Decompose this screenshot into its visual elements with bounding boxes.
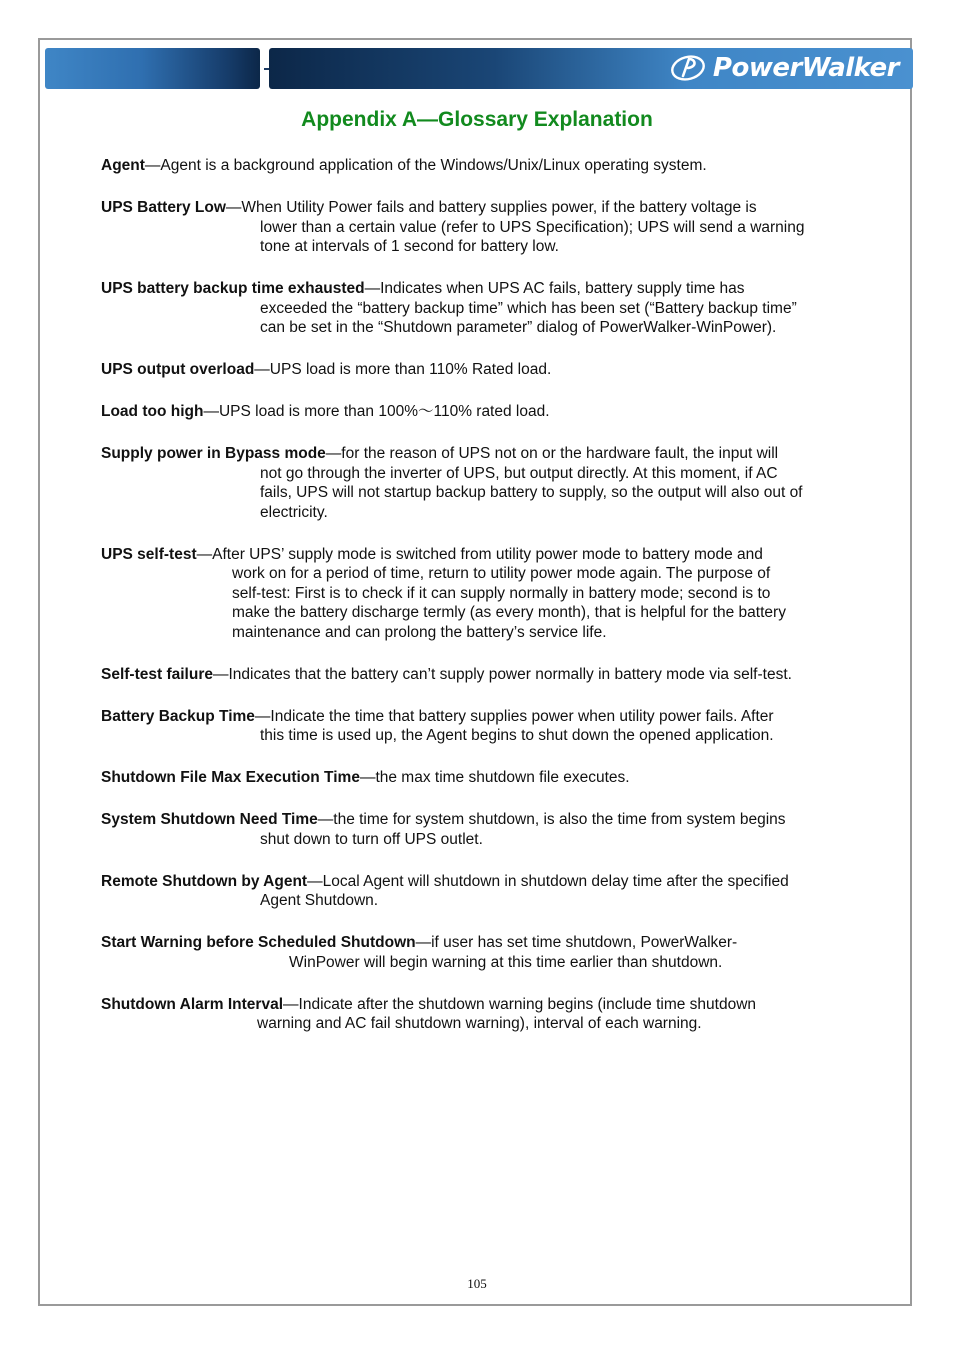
glossary-definition: —the max time shutdown file executes. xyxy=(359,769,630,786)
glossary-entry xyxy=(101,545,871,643)
glossary-definition: —if user has set time shutdown, PowerWalker- xyxy=(415,934,738,951)
glossary-definition: fails, UPS will not startup backup battery to supply, so the output will also out of xyxy=(260,484,803,501)
glossary-definition: —Local Agent will shutdown in shutdown delay time after the specified xyxy=(307,872,789,890)
glossary-definition: exceeded the “battery backup time” which has been set (“Battery backup time” xyxy=(260,299,797,317)
glossary-entry xyxy=(101,768,871,788)
header-banner xyxy=(45,48,913,89)
glossary-definition: tone at intervals of 1 second for battery low. xyxy=(260,238,559,255)
glossary-list xyxy=(101,156,871,1056)
glossary-entry xyxy=(101,933,871,972)
glossary-entry xyxy=(101,198,871,257)
glossary-term: Agent xyxy=(101,157,145,174)
glossary-term: Load too high xyxy=(101,403,204,420)
glossary-entry xyxy=(101,402,871,422)
page-title: Appendix A—Glossary Explanation xyxy=(301,108,653,131)
glossary-definition: make the battery discharge termly (as every month), that is helpful for the battery xyxy=(232,604,786,621)
glossary-definition: —UPS load is more than 100%～110% rated load. xyxy=(203,403,550,420)
glossary-entry xyxy=(101,810,871,849)
glossary-entry xyxy=(101,279,871,338)
powerwalker-logo-icon xyxy=(669,54,707,82)
glossary-definition: this time is used up, the Agent begins to shut down the opened application. xyxy=(260,727,774,744)
glossary-definition: —Indicates when UPS AC fails, battery supply time has xyxy=(364,280,745,297)
brand-name: PowerWalker xyxy=(712,53,899,83)
glossary-definition: —When Utility Power fails and battery supplies power, if the battery voltage is xyxy=(225,199,757,216)
glossary-term: System Shutdown Need Time xyxy=(101,811,318,828)
brand-logo xyxy=(669,53,899,83)
glossary-definition: —Agent is a background application of the Windows/Unix/Linux operating system. xyxy=(144,157,707,174)
header-right-bar xyxy=(269,48,913,89)
glossary-definition: self-test: First is to check if it can supply normally in battery mode; second is to xyxy=(232,584,771,602)
glossary-term: Self-test failure xyxy=(101,665,213,683)
glossary-term: UPS output overload xyxy=(101,361,255,378)
glossary-entry xyxy=(101,444,871,522)
glossary-term: Remote Shutdown by Agent xyxy=(101,872,308,890)
glossary-definition: electricity. xyxy=(260,503,328,521)
glossary-definition: Agent Shutdown. xyxy=(260,892,379,909)
glossary-definition: —After UPS’ supply mode is switched from utility power mode to battery mode and xyxy=(196,545,763,563)
glossary-definition: WinPower will begin warning at this time earlier than shutdown. xyxy=(289,953,723,971)
glossary-entry xyxy=(101,156,871,176)
glossary-entry xyxy=(101,665,871,685)
glossary-entry xyxy=(101,360,871,380)
glossary-term: UPS self-test xyxy=(101,545,197,563)
glossary-term: Shutdown File Max Execution Time xyxy=(101,769,360,786)
header-left-bar xyxy=(45,48,260,89)
glossary-term: Supply power in Bypass mode xyxy=(101,445,326,462)
glossary-definition: can be set in the “Shutdown parameter” dialog of PowerWalker-WinPower). xyxy=(260,319,777,336)
glossary-definition: not go through the inverter of UPS, but output directly. At this moment, if AC xyxy=(260,464,778,482)
glossary-definition: lower than a certain value (refer to UPS Specification); UPS will send a warning xyxy=(260,218,805,236)
glossary-entry xyxy=(101,872,871,911)
glossary-definition: warning and AC fail shutdown warning), interval of each warning. xyxy=(257,1015,702,1032)
glossary-entry xyxy=(101,707,871,746)
glossary-definition: —Indicate after the shutdown warning begins (include time shutdown xyxy=(283,995,757,1013)
glossary-term: UPS battery backup time exhausted xyxy=(101,280,365,297)
glossary-entry xyxy=(101,995,871,1034)
glossary-definition: maintenance and can prolong the battery’s service life. xyxy=(232,623,607,641)
glossary-term: Shutdown Alarm Interval xyxy=(101,995,284,1013)
glossary-term: UPS Battery Low xyxy=(101,199,226,216)
page-number: 105 xyxy=(467,1276,487,1291)
glossary-term: Battery Backup Time xyxy=(101,707,255,725)
glossary-term: Start Warning before Scheduled Shutdown xyxy=(101,934,416,951)
glossary-definition: work on for a period of time, return to utility power mode again. The purpose of xyxy=(232,565,771,582)
glossary-definition: —UPS load is more than 110% Rated load. xyxy=(254,361,552,378)
glossary-definition: —for the reason of UPS not on or the hardware fault, the input will xyxy=(325,445,779,462)
glossary-definition: —Indicate the time that battery supplies power when utility power fails. After xyxy=(254,707,774,725)
glossary-definition: —Indicates that the battery can’t supply power normally in battery mode via self-test. xyxy=(212,665,792,683)
glossary-definition: shut down to turn off UPS outlet. xyxy=(260,830,483,848)
glossary-definition: —the time for system shutdown, is also the time from system begins xyxy=(317,811,786,828)
